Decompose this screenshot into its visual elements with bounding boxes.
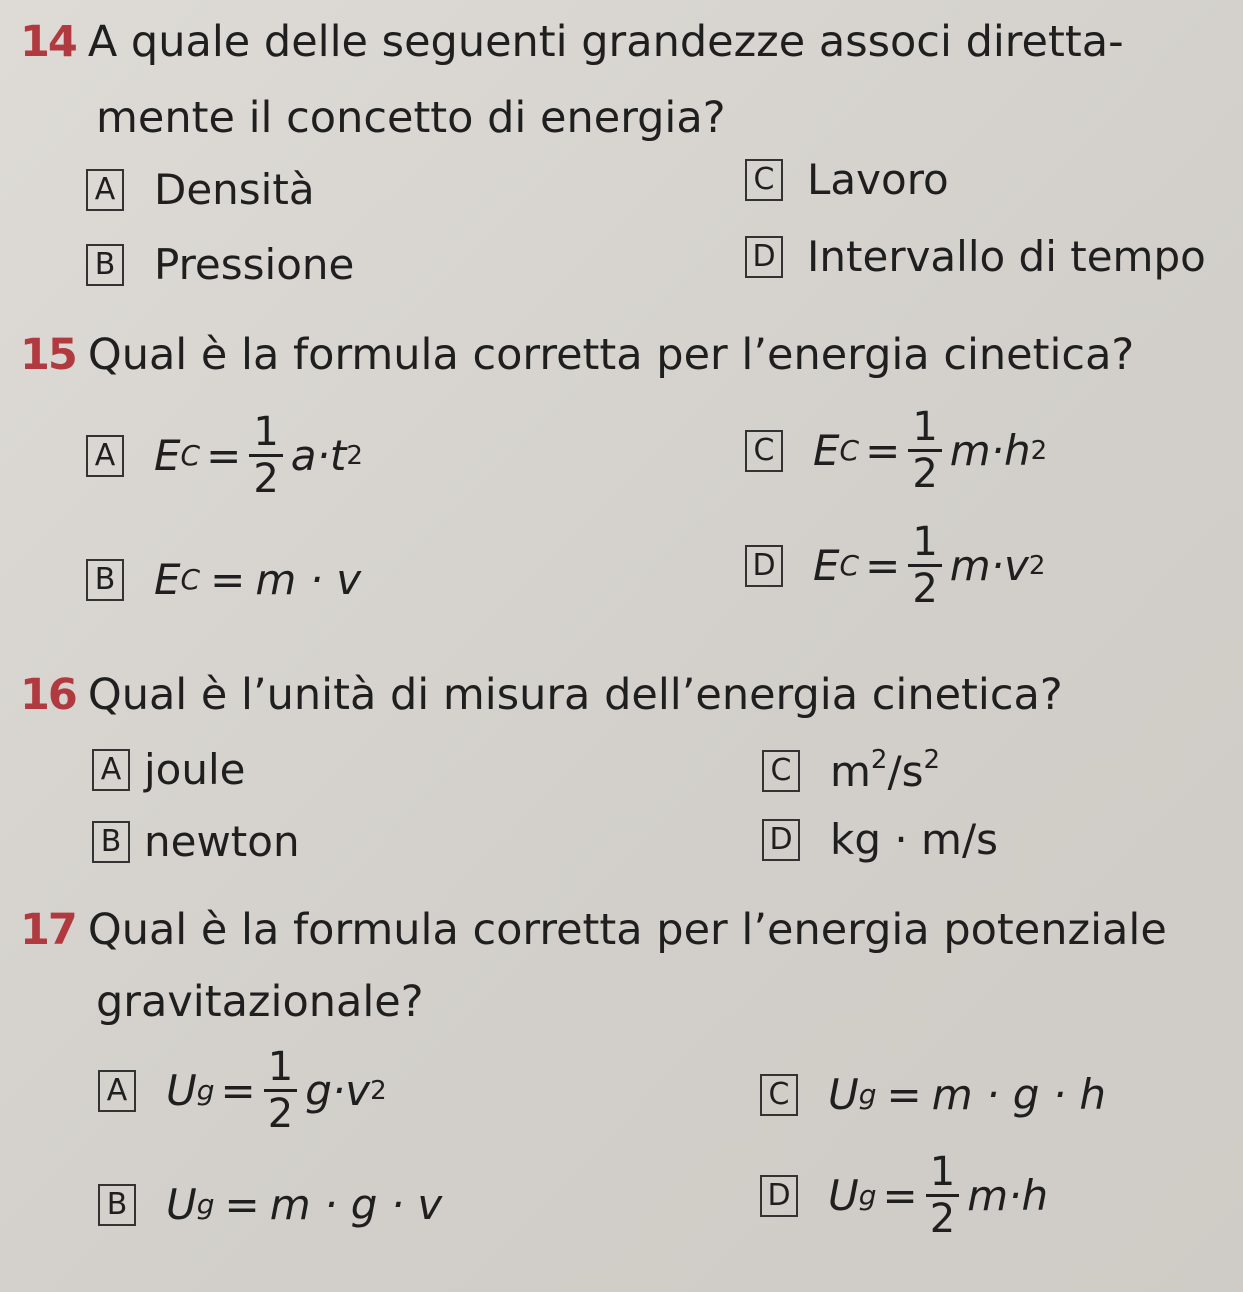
option-text: kg · m/s [830,815,998,864]
option-text: newton [144,817,300,866]
question-17-text-line2: gravitazionale? [96,977,424,1027]
option-15-a[interactable] [86,410,363,501]
option-letter: B [86,244,124,286]
option-letter: D [745,545,783,587]
option-letter: A [98,1070,136,1112]
option-14-a[interactable] [86,165,315,214]
option-14-b[interactable] [86,240,354,289]
option-17-b[interactable] [98,1180,442,1229]
option-16-d[interactable] [762,815,998,864]
formula: U g = m · g · v [166,1180,443,1229]
option-17-a[interactable] [98,1045,387,1136]
option-16-c[interactable] [762,745,940,796]
option-letter: B [86,559,124,601]
option-letter: C [760,1074,798,1116]
option-letter: C [745,430,783,472]
option-text: joule [144,745,246,794]
question-14-title [20,12,1124,72]
option-letter: D [745,236,783,278]
option-letter: A [92,749,130,791]
option-text: Lavoro [807,155,949,204]
question-17-title [20,900,1167,960]
option-17-c[interactable] [760,1070,1106,1119]
option-letter: A [86,435,124,477]
question-16-title [20,665,1063,725]
fraction: $\frac{1}{2}$ [908,405,941,496]
question-text: Qual è l’unità di misura dell’energia cinetica? [87,670,1063,720]
option-letter: B [92,821,130,863]
option-16-b[interactable] [92,817,300,866]
formula: E C = $\frac{1}{2}$ m·v 2 [813,519,1046,612]
option-16-a[interactable] [92,745,246,794]
formula: E C = $\frac{1}{2}$ a·t 2 [154,409,363,502]
option-17-d[interactable] [760,1150,1048,1241]
fraction: $\frac{1}{2}$ [926,1150,959,1241]
formula: U g = m · g · h [828,1070,1107,1119]
option-text: Pressione [154,240,355,289]
question-number: 14 [20,17,76,67]
formula: U g = $\frac{1}{2}$ g·v 2 [166,1044,387,1137]
question-text: Qual è la formula corretta per l’energia potenziale [87,905,1167,955]
question-text: A quale delle seguenti grandezze associ diretta- [87,17,1124,67]
formula: E C = m · v [154,555,362,604]
question-number: 16 [20,670,76,720]
unit-formula: $m^2/s^2$ [830,745,941,796]
option-letter: D [760,1175,798,1217]
option-14-c[interactable] [745,155,949,204]
fraction: $\frac{1}{2}$ [249,410,282,501]
option-15-b[interactable] [86,555,361,604]
fraction: $\frac{1}{2}$ [264,1045,297,1136]
formula: E C = $\frac{1}{2}$ m·h 2 [813,404,1048,497]
question-14-text-line2: mente il concetto di energia? [96,93,726,143]
option-text: Intervallo di tempo [807,232,1206,281]
option-15-d[interactable] [745,520,1045,611]
formula: U g = $\frac{1}{2}$ m·h [828,1149,1049,1242]
option-text: Densità [154,165,315,214]
option-letter: B [98,1184,136,1226]
question-15-title [20,325,1134,385]
option-14-d[interactable] [745,232,1206,281]
question-number: 17 [20,905,76,955]
option-letter: C [745,159,783,201]
question-text: Qual è la formula corretta per l’energia cinetica? [87,330,1135,380]
question-number: 15 [20,330,76,380]
option-letter: A [86,169,124,211]
fraction: $\frac{1}{2}$ [908,520,941,611]
option-15-c[interactable] [745,405,1047,496]
option-letter: D [762,819,800,861]
option-letter: C [762,750,800,792]
